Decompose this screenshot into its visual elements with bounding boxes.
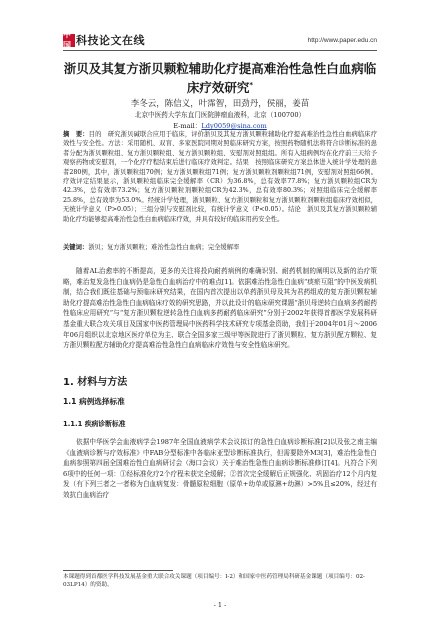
abstract: [63, 130, 377, 224]
page-header: [63, 30, 377, 54]
author-list: 李冬云，陈信义，叶霈智，田劲丹，侯丽，姜苗: [130, 99, 310, 109]
section-heading-materials-methods: 1. 材料与方法: [63, 377, 128, 388]
funding-footnote: 本课题得到首都医学科技发展基金重大联合攻关课题（项目编号：I-2）和国家中医药管理局科研基金课题（项目编号：02-03LP14）的资助。: [63, 574, 365, 589]
footnote-divider: [63, 570, 173, 571]
paper-title: 浙贝及其复方浙贝颗粒辅助化疗提高难治性急性白血病临床疗效研究*: [63, 61, 377, 96]
site-logo[interactable]: [63, 32, 145, 48]
logo-text: 科技论文在线: [76, 34, 145, 47]
keywords-label: 关键词：: [63, 244, 89, 251]
subsection-heading-case-criteria: 1.1 病例选择标准: [63, 397, 125, 406]
keywords: [63, 243, 377, 252]
subsubsection-heading-diagnosis: 1.1.1 疾病诊断标准: [63, 420, 126, 428]
keywords-text: 浙贝；复方浙贝颗粒；难治性急性白血病；完全缓解率: [88, 244, 240, 251]
diagnosis-paragraph: 依据中华医学会血液病学会1987年全国血液病学术会议拟订的急性白血病诊断标准[2]以及张之南主编《血液病诊断与疗效标准》中FAB分型标准中各临床亚型诊断标准执行，但需要除外M3[3]，难治性急性白血病参照第四届全国难治性白血病研讨会（海口会议）关于难治性急性白血病诊断标准修订[4]。凡符合下列6项中的任何一项：①经标准化疗2个疗程未获完全缓解；②首次完全缓解后正规强化、巩固治疗12个月内复发（有下列三者之一者称为白血病复发：骨髓原粒细胞（原单+幼单或原淋+幼淋）>5%且≤20%，经过有效抗白血病治疗: [63, 438, 377, 499]
intro-paragraph: 随着AL治愈率的不断提高，更多的关注将投向耐药病例的难确识别、耐药机制的阐明以及新的治疗策略，难治复发急性白血病仍是急性白血病治疗中的难点[1]。依据难治性急性白血病“痰瘀互阻”的中医发病机制，结合我们既往基础与预临床研究结果，在国内首次提出以单药浙贝母及其为君药组成的复方浙贝颗粒辅助化疗提高难治性急性白血病临床疗效的研究思路，并以此设计的临床研究课题“浙贝母逆转白血病多药耐药性临床应用研究”与“复方浙贝颗粒逆转急性白血病多药耐药临床研究”分别于2002年获得首都医学发展科研基金重大联合攻关项目及国家中医药管理局中医药科学技术研究专项基金资助，我们于2004年01月～2006年06月组织以北京地区医疗单位为主、联合全国多家三级甲等医院进行了浙贝颗粒、复方浙贝配方颗粒、复方浙贝颗粒配方辅助化疗提高难治性急性白血病临床疗效性与安全性临床研究。: [63, 267, 377, 350]
affiliation: 北京中医药大学东直门医院肿瘤血液科，北京（100700）: [134, 111, 306, 119]
title-footnote-mark: *: [249, 81, 254, 89]
logo-mark: 中国: [63, 34, 75, 47]
author-email: E-mail：Ldy0059@sina.com: [173, 122, 267, 130]
abstract-label: 摘 要：: [63, 131, 89, 138]
abstract-text: 目的 研究浙贝碱联合应用于临床，评价浙贝及其复方浙贝颗粒辅助化疗提高难治性急性白血病临床疗效性与安全性。方法：采用随机、双盲、多家医院同期对照临床研究方案，按照药物随机法将符合诊断标准的患者分配为浙贝颗粒组、复方浙贝颗粒组、复方浙贝颗粒组、安慰剂对照组组。所有入组病例均在化疗前三天给予观察药物或安慰剂，一个化疗疗程结束后进行临床疗效判定。结果 按照临床研究方案总体进入统计学处理的患者280例，其中，浙贝颗粒组70例；复方浙贝颗粒组71例；复方浙贝颗粒剂颗粒组71例，安慰剂对照组66例。疗效评定结果显示，浙贝颗粒组临床完全缓解率（CR）为36.8%，总有效率77.8%；复方浙贝颗粒组CR为42.3%，总有效率73.2%；复方浙贝颗粒剂颗粒组CR为42.3%，总有效率80.3%；对照组临床完全缓解率25.8%，总有效率为53.0%。经统计学处理，浙贝颗粒、复方浙贝颗粒和复方浙贝颗粒剂颗粒组临床疗效相似，无统计学意义（P>0.05）；三组分别与安慰剂比较，有统计学意义（P<0.05）。结论 浙贝及其复方浙贝颗粒辅助化疗均能够提高难治性急性白血病临床疗效，并具有较好的临床用药安全性。: [63, 131, 378, 223]
header-divider: [63, 50, 377, 51]
email-link[interactable]: Ldy0059@sina.com: [201, 122, 267, 130]
page-number: - 1 -: [213, 601, 227, 609]
site-url-link[interactable]: http://www.paper.edu.cn: [307, 37, 377, 44]
